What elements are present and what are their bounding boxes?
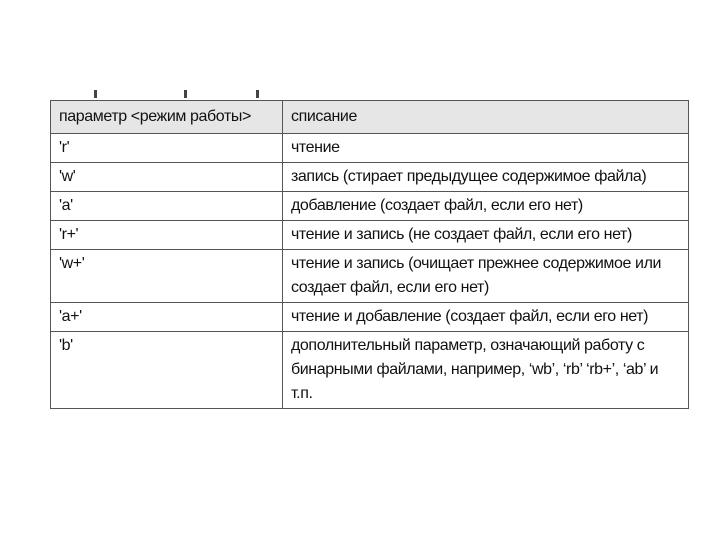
table-row: [51, 221, 689, 250]
table-row: [51, 134, 689, 163]
mode-description: чтение и добавление (создает файл, если его нет): [283, 303, 689, 332]
header-description: списание: [283, 101, 689, 134]
table-row: [51, 332, 689, 409]
mode-param: 'b': [51, 332, 283, 409]
mode-param: 'w': [51, 163, 283, 192]
table-row: [51, 163, 689, 192]
mode-description: чтение и запись (не создает файл, если его нет): [283, 221, 689, 250]
mode-param: 'w+': [51, 250, 283, 303]
mode-description: дополнительный параметр, означающий работу с бинарными файлами, например, ‘wb’, ‘rb’ ‘rb+’, ‘ab’ и т.п.: [283, 332, 689, 409]
file-modes-table: [50, 100, 689, 409]
mode-param: 'a+': [51, 303, 283, 332]
table-row: [51, 303, 689, 332]
cropped-text-line: [88, 84, 268, 98]
mode-description: добавление (создает файл, если его нет): [283, 192, 689, 221]
table-row: [51, 192, 689, 221]
mode-param: 'a': [51, 192, 283, 221]
table-header-row: [51, 101, 689, 134]
mode-param: 'r+': [51, 221, 283, 250]
glyph-fragment: [184, 90, 187, 98]
glyph-fragment: [256, 90, 259, 98]
mode-description: чтение и запись (очищает прежнее содержимое или создает файл, если его нет): [283, 250, 689, 303]
mode-param: 'r': [51, 134, 283, 163]
header-param: параметр <режим работы>: [51, 101, 283, 134]
glyph-fragment: [94, 90, 97, 98]
mode-description: чтение: [283, 134, 689, 163]
mode-description: запись (стирает предыдущее содержимое файла): [283, 163, 689, 192]
table-row: [51, 250, 689, 303]
